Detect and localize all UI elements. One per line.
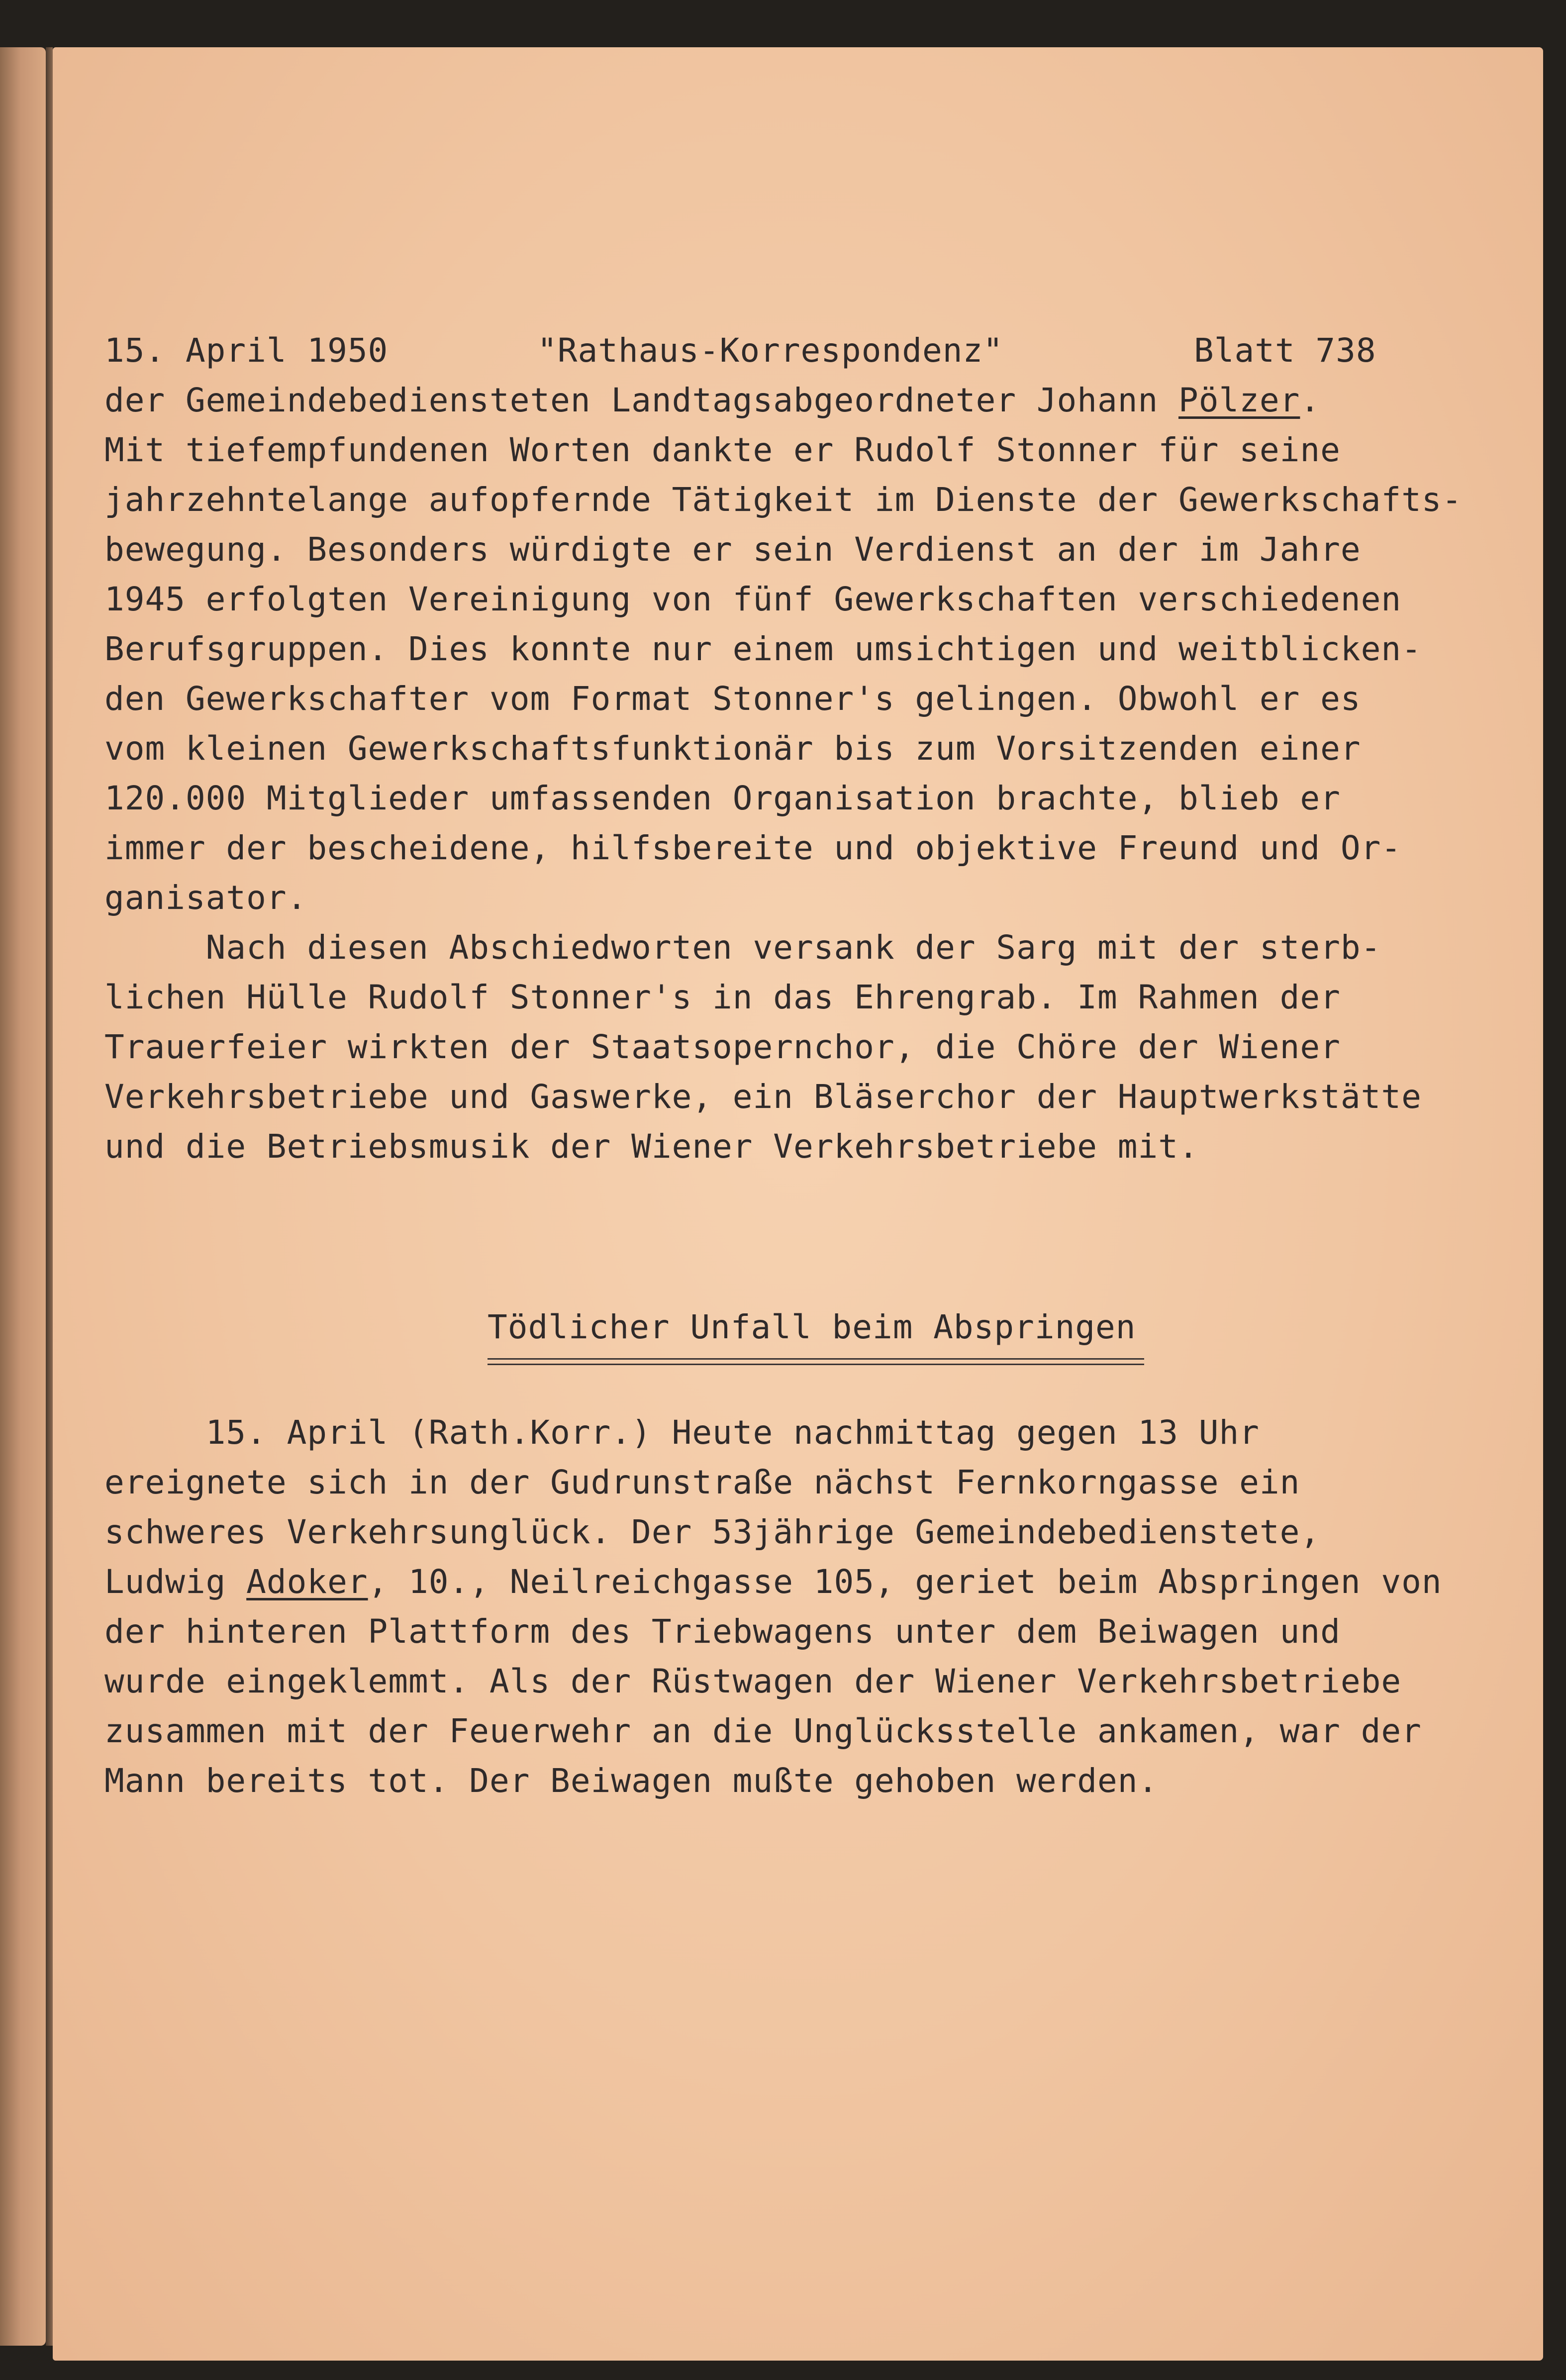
article1-line-13: lichen Hülle Rudolf Stonner's in das Ehrengrab. Im Rahmen der [104, 978, 1341, 1016]
article1-line-15: Verkehrsbetriebe und Gaswerke, ein Bläserchor der Hauptwerkstätte [104, 1078, 1422, 1116]
article1-line-1 [104, 381, 1320, 420]
article1-line-12: Nach diesen Abschiedworten versank der Sarg mit der sterb- [104, 928, 1381, 967]
underlined-name-poelzer: Pölzer [1178, 381, 1300, 419]
article2-line-1: 15. April (Rath.Korr.) Heute nachmittag gegen 13 Uhr [104, 1413, 1260, 1452]
article1-line-16: und die Betriebsmusik der Wiener Verkehrsbetriebe mit. [104, 1127, 1199, 1166]
article2-line-3: schweres Verkehrsunglück. Der 53jährige Gemeindebedienstete, [104, 1513, 1321, 1551]
article1-line-2: Mit tiefempfundenen Worten dankte er Rudolf Stonner für seine [104, 431, 1341, 469]
article2-line-4-start: Ludwig [104, 1563, 247, 1601]
heading-double-rule [488, 1358, 1144, 1365]
article1-line-10: immer der bescheidene, hilfsbereite und objektive Freund und Or- [104, 829, 1402, 867]
article2-line-6: wurde eingeklemmt. Als der Rüstwagen der Wiener Verkehrsbetriebe [104, 1662, 1402, 1700]
article1-line-1-end: . [1300, 381, 1321, 419]
article1-line-9: 120.000 Mitglieder umfassenden Organisation brachte, blieb er [104, 779, 1341, 817]
header-sheet-number: Blatt 738 [1194, 331, 1376, 370]
header-date: 15. April 1950 [104, 331, 389, 370]
article1-line-11: ganisator. [104, 879, 307, 917]
article2-heading: Tödlicher Unfall beim Abspringen [488, 1308, 1136, 1346]
article2-line-2: ereignete sich in der Gudrunstraße nächst Fernkorngasse ein [104, 1463, 1300, 1501]
header-publication: "Rathaus-Korrespondenz" [537, 331, 1003, 370]
article2-line-5: der hinteren Plattform des Triebwagens unter dem Beiwagen und [104, 1612, 1341, 1651]
article1-line-6: Berufsgruppen. Dies konnte nur einem umsichtigen und weitblicken- [104, 630, 1422, 668]
article1-line-8: vom kleinen Gewerkschaftsfunktionär bis zum Vorsitzenden einer [104, 729, 1361, 768]
article1-line-14: Trauerfeier wirkten der Staatsopernchor, die Chöre der Wiener [104, 1028, 1341, 1066]
article2-line-7: zusammen mit der Feuerwehr an die Unglücksstelle ankamen, war der [104, 1712, 1422, 1750]
article1-line-7: den Gewerkschafter vom Format Stonner's gelingen. Obwohl er es [104, 680, 1361, 718]
article1-line-4: bewegung. Besonders würdigte er sein Verdienst an der im Jahre [104, 530, 1361, 569]
article1-line-1-text: der Gemeindebediensteten Landtagsabgeordneter Johann [104, 381, 1178, 419]
article2-line-4 [104, 1562, 1442, 1602]
article1-line-3: jahrzehntelange aufopfernde Tätigkeit im Dienste der Gewerkschafts- [104, 481, 1463, 519]
article2-line-8: Mann bereits tot. Der Beiwagen mußte gehoben werden. [104, 1762, 1159, 1800]
article1-line-5: 1945 erfolgten Vereinigung von fünf Gewerkschaften verschiedenen [104, 580, 1402, 618]
article2-line-4-rest: , 10., Neilreichgasse 105, geriet beim Abspringen von [368, 1563, 1442, 1601]
underlined-name-adoker: Adoker [246, 1563, 368, 1601]
